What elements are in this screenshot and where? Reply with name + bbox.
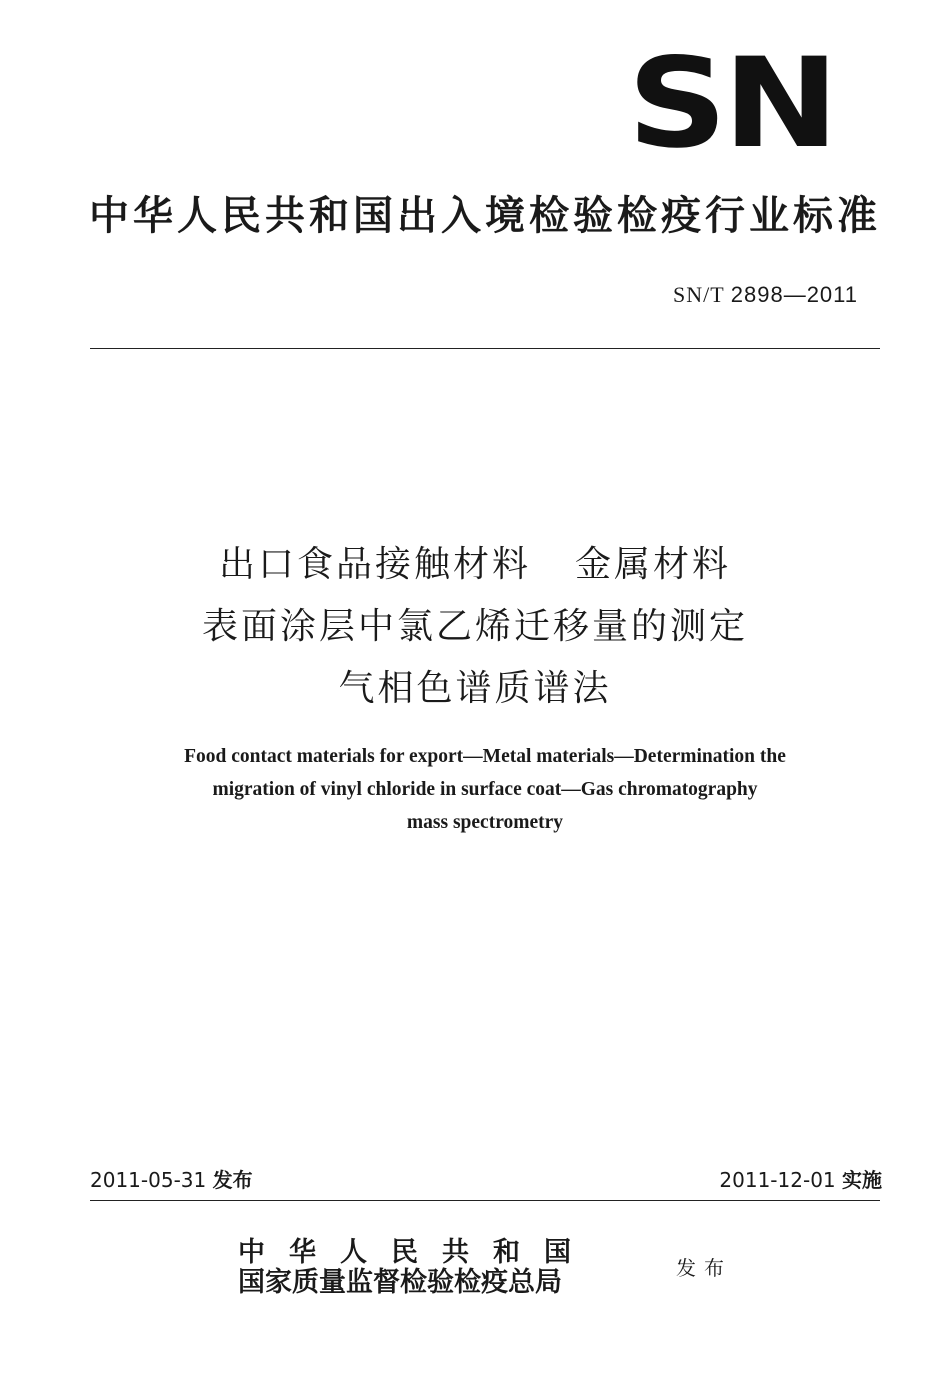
chinese-title-line-1-part-1: 出口食品接触材料 xyxy=(218,544,531,585)
chinese-title-line-2: 表面涂层中氯乙烯迁移量的测定 xyxy=(201,606,748,647)
chinese-title-line-1-part-2: 金属材料 xyxy=(575,544,732,585)
effective-date-label: 实施 xyxy=(842,1168,882,1192)
sn-logo xyxy=(625,32,838,176)
chinese-title-line-1 xyxy=(60,534,890,596)
english-title-line-3: mass spectrometry xyxy=(406,812,564,833)
standard-code-prefix: SN/T xyxy=(672,282,725,307)
industry-standard-title: 中华人民共和国出入境检验检疫行业标准 xyxy=(89,193,881,239)
effective-date-value: 2011-12-01 xyxy=(719,1168,836,1192)
effective-date xyxy=(719,1166,882,1194)
issuer-line-1: 中华人民共和国 xyxy=(238,1237,595,1268)
chinese-title xyxy=(60,534,890,720)
issue-date xyxy=(90,1166,253,1194)
chinese-title-line-3: 气相色谱质谱法 xyxy=(338,668,612,709)
sn-logo-text: SN xyxy=(627,32,835,176)
issue-date-label: 发布 xyxy=(212,1168,253,1192)
english-title xyxy=(90,740,880,839)
issue-date-value: 2011-05-31 xyxy=(90,1168,207,1192)
standard-code-number: 2898—2011 xyxy=(730,282,858,307)
header-divider xyxy=(90,348,880,349)
english-title-line-2: migration of vinyl chloride in surface coat—Gas chromatography xyxy=(212,779,758,800)
issuing-authority xyxy=(238,1238,595,1298)
publish-label: 发布 xyxy=(676,1256,732,1280)
english-title-line-1: Food contact materials for export—Metal materials—Determination the xyxy=(184,746,786,767)
issuer-line-2: 国家质量监督检验检疫总局 xyxy=(238,1267,562,1298)
footer-divider xyxy=(90,1200,880,1201)
standard-code xyxy=(673,281,858,309)
